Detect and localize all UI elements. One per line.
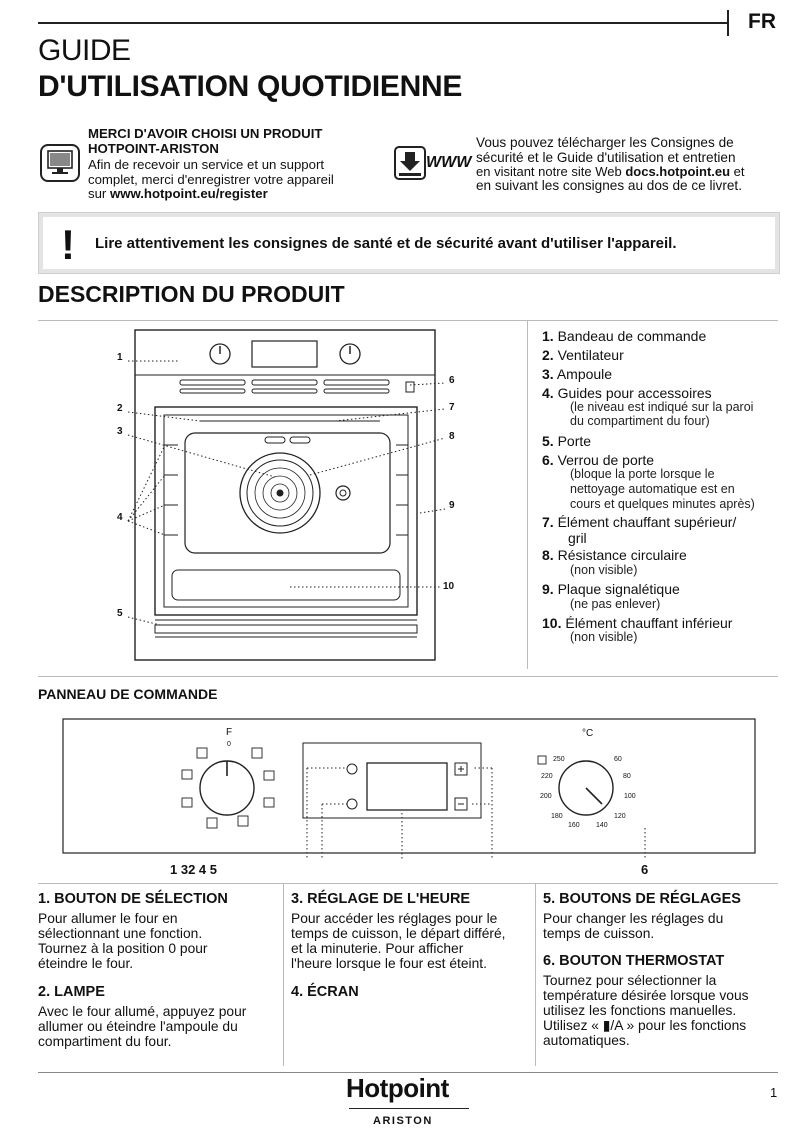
register-line3: sur www.hotpoint.eu/register (88, 186, 268, 201)
col2-text1-line3: et la minuterie. Pour afficher (291, 941, 464, 956)
col3-text1-line2: temps de cuisson. (543, 926, 655, 941)
warning-text: Lire attentivement les consignes de santé et de sécurité avant d'utiliser l'appareil. (95, 235, 677, 252)
callout-3: 3 (117, 426, 123, 437)
col3-text2-line5: automatiques. (543, 1033, 630, 1048)
col2-text1-line4: l'heure lorsque le four est éteint. (291, 956, 487, 971)
legend-item-9: 9. Plaque signalétique (542, 581, 680, 597)
download-line4: en suivant les consignes au dos de ce livret. (476, 178, 742, 193)
register-link[interactable]: www.hotpoint.eu/register (109, 186, 268, 201)
thermo-tick-100: 100 (624, 793, 636, 800)
col1-heading2: 2. LAMPE (38, 984, 105, 1000)
col1-text2-line2: allumer ou éteindre l'ampoule du (38, 1019, 238, 1034)
page-title-line2: D'UTILISATION QUOTIDIENNE (38, 70, 463, 103)
section-title-description: DESCRIPTION DU PRODUIT (38, 281, 345, 307)
col3-text2-line2: température désirée lorsque vous (543, 988, 749, 1003)
legend-item-7: 7. Élément chauffant supérieur/ (542, 514, 737, 530)
page-title-line1: GUIDE (38, 34, 131, 67)
legend-item-9-sub: (ne pas enlever) (570, 597, 661, 611)
col3-heading1: 5. BOUTONS DE RÉGLAGES (543, 891, 741, 907)
download-line2: sécurité et le Guide d'utilisation et entretien (476, 150, 736, 165)
panel-callouts-left: 1 32 4 5 (170, 862, 217, 877)
legend-item-5: 5. Porte (542, 433, 592, 449)
legend-item-8-sub: (non visible) (570, 563, 638, 577)
legend-item-1: 1. Bandeau de commande (542, 328, 707, 344)
callout-7: 7 (449, 402, 455, 413)
oven-illustration (100, 325, 470, 670)
legend-item-2: 2. Ventilateur (542, 347, 624, 363)
thermo-tick-140: 140 (596, 822, 608, 829)
legend-item-4-sub2: du compartiment du four) (570, 414, 710, 428)
legend-item-3: 3. Ampoule (542, 366, 613, 382)
page-number: 1 (770, 1085, 778, 1100)
legend-item-7-line2: gril (568, 530, 587, 546)
warning-box (38, 212, 780, 274)
col1-text1-line3: Tournez à la position 0 pour (38, 941, 208, 956)
callout-10: 10 (443, 581, 455, 592)
legend-item-6-sub2: nettoyage automatique est en (570, 482, 735, 496)
col3-text2-line3: utilisez les fonctions manuelles. (543, 1003, 737, 1018)
selector-zero-label: 0 (227, 741, 231, 748)
col1-text2-line1: Avec le four allumé, appuyez pour (38, 1004, 247, 1019)
thermo-tick-180: 180 (551, 813, 563, 820)
thermo-tick-120: 120 (614, 813, 626, 820)
language-label: FR (748, 10, 776, 33)
panel-callout-right: 6 (641, 862, 649, 877)
col2-text1-line2: temps de cuisson, le départ différé, (291, 926, 506, 941)
col2-text1-line1: Pour accéder les réglages pour le (291, 911, 498, 926)
legend-item-4-sub1: (le niveau est indiqué sur la paroi (570, 400, 754, 414)
callout-1: 1 (117, 352, 123, 363)
col1-text1-line2: sélectionnant une fonction. (38, 926, 203, 941)
computer-monitor-icon (40, 144, 80, 182)
col1-text2-line3: compartiment du four. (38, 1034, 172, 1049)
download-link[interactable]: docs.hotpoint.eu (625, 164, 731, 179)
legend-item-4: 4. Guides pour accessoires (542, 385, 712, 401)
brand-sub-logo: ARISTON (373, 1115, 433, 1127)
callout-5: 5 (117, 608, 123, 619)
download-line3: en visitant notre site Web docs.hotpoint.eu et (476, 164, 745, 179)
thermo-tick-160: 160 (568, 822, 580, 829)
register-line2: complet, merci d'enregistrer votre appareil (88, 172, 334, 187)
thermo-tick-200: 200 (540, 793, 552, 800)
col1-text1-line1: Pour allumer le four en (38, 911, 178, 926)
warning-icon: ! (61, 221, 75, 268)
legend-item-6-sub3: cours et quelques minutes après) (570, 497, 755, 511)
legend-item-6-sub1: (bloque la porte lorsque le (570, 467, 715, 481)
thermo-tick-220: 220 (541, 773, 553, 780)
download-line1: Vous pouvez télécharger les Consignes de (476, 135, 734, 150)
callout-9: 9 (449, 500, 455, 511)
register-heading1: MERCI D'AVOIR CHOISI UN PRODUIT (88, 126, 323, 141)
col3-text2-line4: Utilisez « ▮/A » pour les fonctions (543, 1018, 747, 1033)
thermo-tick-80: 80 (623, 773, 631, 780)
callout-8: 8 (449, 431, 455, 442)
panel-title: PANNEAU DE COMMANDE (38, 686, 218, 702)
brand-logo: Hotpoint (346, 1073, 449, 1103)
callout-2: 2 (117, 403, 123, 414)
callout-6: 6 (449, 375, 455, 386)
www-label: WWW (426, 154, 472, 171)
selector-f-label: F (226, 727, 233, 738)
col2-heading1: 3. RÉGLAGE DE L'HEURE (291, 891, 471, 907)
register-heading2: HOTPOINT-ARISTON (88, 141, 219, 156)
col2-heading2: 4. ÉCRAN (291, 984, 359, 1000)
callout-4: 4 (117, 512, 123, 523)
col3-text2-line1: Tournez pour sélectionner la (543, 973, 717, 988)
legend-item-8: 8. Résistance circulaire (542, 547, 687, 563)
thermo-tick-250: 250 (553, 756, 565, 763)
legend-item-10-sub: (non visible) (570, 630, 638, 644)
legend-item-10: 10. Élément chauffant inférieur (542, 615, 733, 631)
thermo-tick-60: 60 (614, 756, 622, 763)
download-icon (394, 146, 426, 180)
register-line1: Afin de recevoir un service et un support (88, 157, 325, 172)
control-panel-illustration (62, 718, 756, 860)
col1-text1-line4: éteindre le four. (38, 956, 134, 971)
col3-text1-line1: Pour changer les réglages du (543, 911, 724, 926)
legend-item-6: 6. Verrou de porte (542, 452, 655, 468)
col3-heading2: 6. BOUTON THERMOSTAT (543, 953, 725, 969)
thermostat-unit: °C (582, 728, 594, 739)
col1-heading1: 1. BOUTON DE SÉLECTION (38, 891, 228, 907)
